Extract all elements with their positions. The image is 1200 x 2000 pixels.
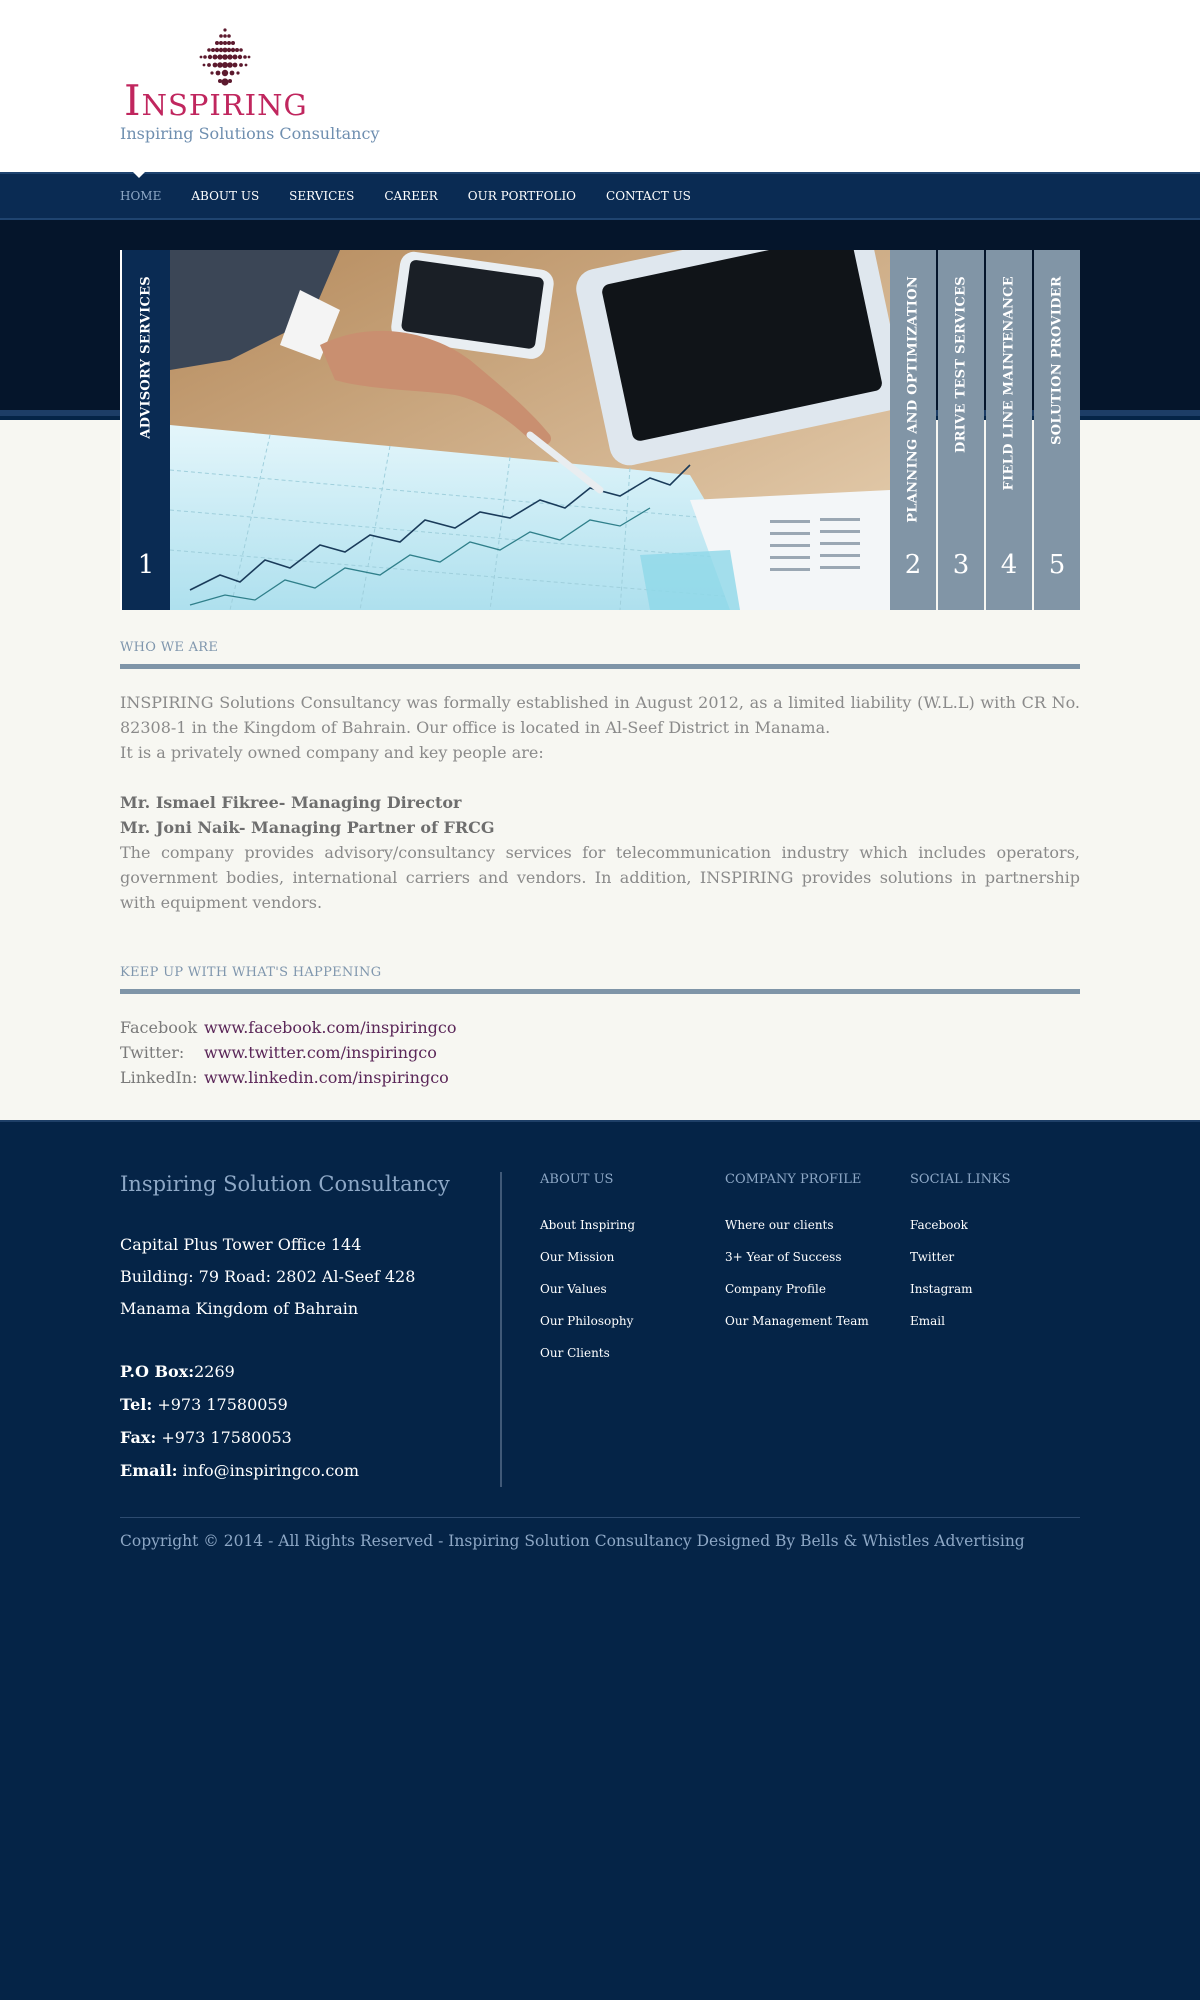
nav-item-contact-us[interactable]: CONTACT US xyxy=(606,189,691,203)
nav-item-our-portfolio[interactable]: OUR PORTFOLIO xyxy=(467,189,577,203)
key-people-intro: It is a privately owned company and key people are: xyxy=(120,743,544,762)
social-line-facebook xyxy=(120,1015,457,1040)
site-header xyxy=(0,0,1200,172)
footer-link-our-philosophy[interactable]: Our Philosophy xyxy=(540,1314,634,1328)
services-slider xyxy=(120,250,1080,610)
footer-link-about-inspiring[interactable]: About Inspiring xyxy=(540,1218,636,1232)
footer-top-border xyxy=(0,1120,1200,1126)
slider-tab-1[interactable] xyxy=(120,250,170,610)
facebook-link[interactable]: www.facebook.com/inspiringco xyxy=(204,1018,457,1037)
copyright-text: Copyright © 2014 - All Rights Reserved - Inspiring Solution Consultancy Designed By Bells & Whistles Advertising xyxy=(120,1532,1025,1550)
contact-label: Email: xyxy=(120,1461,178,1480)
contact-label: P.O Box: xyxy=(120,1362,195,1381)
footer-social-title: SOCIAL LINKS xyxy=(910,1172,1011,1187)
slider-tab-label: ADVISORY SERVICES xyxy=(138,276,154,439)
logo[interactable] xyxy=(120,26,420,146)
business-chart-photo-icon xyxy=(170,250,890,610)
keep-up-title: KEEP UP WITH WHAT'S HAPPENING xyxy=(120,965,382,980)
address-line: Manama Kingdom of Bahrain xyxy=(120,1299,359,1318)
footer-link-twitter[interactable]: Twitter xyxy=(910,1250,955,1264)
slider-tab-number: 5 xyxy=(1048,550,1066,580)
section-divider xyxy=(120,989,1080,994)
slider-tab-label: SOLUTION PROVIDER xyxy=(1049,276,1065,445)
slider-tab-label: FIELD LINE MAINTENANCE xyxy=(1001,276,1017,491)
slider-tab-5[interactable] xyxy=(1034,250,1080,610)
footer-company-name: Inspiring Solution Consultancy xyxy=(120,1172,450,1196)
logo-wordmark: Inspiring xyxy=(124,76,308,125)
intro-paragraph: INSPIRING Solutions Consultancy was formally established in August 2012, as a limited liability (W.L.L) with CR No. 82308-1 in the Kingdom of Bahrain. Our office is located in Al-Seef District in Manama. xyxy=(120,693,1080,737)
footer-link-our-mission[interactable]: Our Mission xyxy=(540,1250,615,1264)
footer-divider xyxy=(500,1172,502,1487)
slider-tab-3[interactable] xyxy=(938,250,984,610)
services-paragraph: The company provides advisory/consultancy services for telecommunication industry which includes operators, government bodies, international carriers and vendors. In addition, INSPIRING provides solutions in partnership with equipment vendors. xyxy=(120,843,1080,912)
footer-link-years-of-success[interactable]: 3+ Year of Success xyxy=(725,1250,842,1264)
twitter-link[interactable]: www.twitter.com/inspiringco xyxy=(204,1043,437,1062)
address-line: Building: 79 Road: 2802 Al-Seef 428 xyxy=(120,1267,416,1286)
footer-link-email[interactable]: Email xyxy=(910,1314,945,1328)
key-person-1: Mr. Ismael Fikree- Managing Director xyxy=(120,793,462,812)
contact-fax xyxy=(120,1428,292,1447)
contact-label: Tel: xyxy=(120,1395,153,1414)
linkedin-link[interactable]: www.linkedin.com/inspiringco xyxy=(204,1068,449,1087)
nav-item-home[interactable]: HOME xyxy=(120,189,162,203)
footer-link-instagram[interactable]: Instagram xyxy=(910,1282,973,1296)
contact-po-box xyxy=(120,1362,235,1381)
key-person-2: Mr. Joni Naik- Managing Partner of FRCG xyxy=(120,818,495,837)
slide-image xyxy=(170,250,890,610)
footer-link-our-values[interactable]: Our Values xyxy=(540,1282,607,1296)
section-divider xyxy=(120,664,1080,669)
email-link[interactable]: info@inspiringco.com xyxy=(177,1461,360,1480)
social-line-linkedin xyxy=(120,1065,449,1090)
slider-tab-number: 4 xyxy=(1000,550,1018,580)
contact-value: 2269 xyxy=(194,1362,235,1381)
social-line-twitter xyxy=(120,1040,437,1065)
nav-item-about-us[interactable]: ABOUT US xyxy=(191,189,260,203)
contact-label: Fax: xyxy=(120,1428,157,1447)
nav-item-services[interactable]: SERVICES xyxy=(289,189,355,203)
footer-link-our-clients[interactable]: Our Clients xyxy=(540,1346,610,1360)
footer-link-where-our-clients[interactable]: Where our clients xyxy=(725,1218,834,1232)
contact-tel xyxy=(120,1395,288,1414)
slider-tab-label: PLANNING AND OPTIMIZATION xyxy=(905,276,921,523)
contact-email xyxy=(120,1461,359,1480)
social-label: Facebook xyxy=(120,1018,198,1037)
main-nav xyxy=(0,172,1200,220)
social-label: Twitter: xyxy=(120,1043,185,1062)
copyright-divider xyxy=(120,1517,1080,1518)
contact-value: +973 17580059 xyxy=(152,1395,288,1414)
footer-link-management-team[interactable]: Our Management Team xyxy=(725,1314,869,1328)
social-label: LinkedIn: xyxy=(120,1068,198,1087)
slider-tab-number: 1 xyxy=(137,550,155,580)
who-we-are-title: WHO WE ARE xyxy=(120,640,219,655)
nav-item-career[interactable]: CAREER xyxy=(384,189,438,203)
slider-tab-4[interactable] xyxy=(986,250,1032,610)
footer-link-company-profile[interactable]: Company Profile xyxy=(725,1282,826,1296)
logo-tagline: Inspiring Solutions Consultancy xyxy=(120,124,380,143)
nav-list xyxy=(120,174,721,218)
address-line: Capital Plus Tower Office 144 xyxy=(120,1235,362,1254)
footer-link-facebook[interactable]: Facebook xyxy=(910,1218,968,1232)
slider-tab-number: 3 xyxy=(952,550,970,580)
footer-about-title: ABOUT US xyxy=(540,1172,614,1187)
slider-tab-label: DRIVE TEST SERVICES xyxy=(953,276,969,453)
contact-value: +973 17580053 xyxy=(156,1428,292,1447)
slider-tab-number: 2 xyxy=(904,550,922,580)
slider-tab-2[interactable] xyxy=(890,250,936,610)
footer-profile-title: COMPANY PROFILE xyxy=(725,1172,862,1187)
